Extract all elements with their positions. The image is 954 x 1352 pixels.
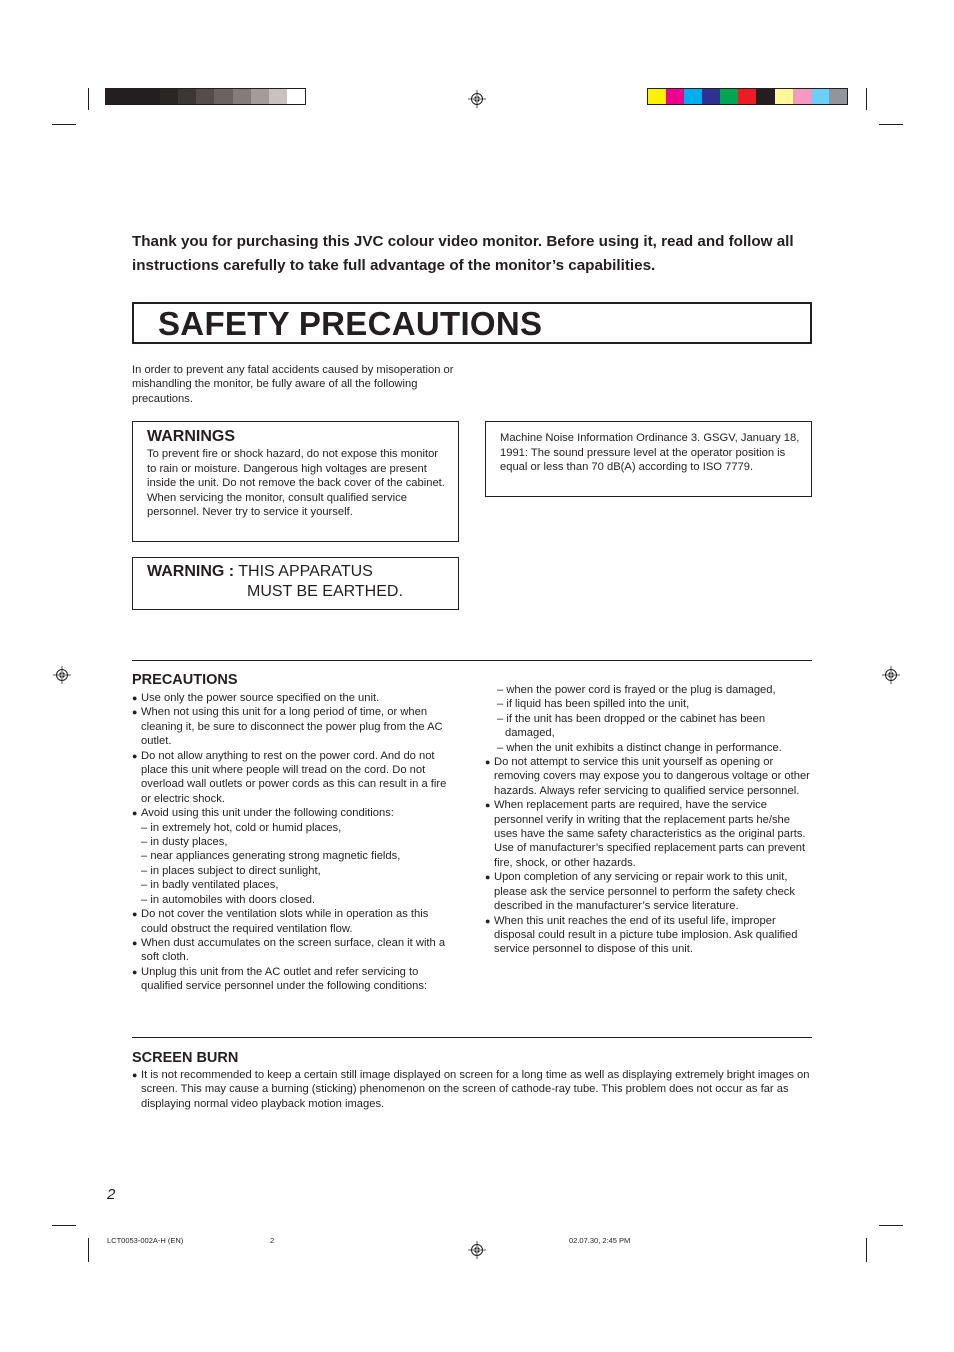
warnings-text: To prevent fire or shock hazard, do not expose this monitor to rain or moisture. Dangerous high voltages are present inside the unit. Do not remove the back cover of the cabinet. When servicing the monitor, consult qualified service personnel. Never try to service it yourself. xyxy=(147,448,445,518)
color-swatch xyxy=(251,89,269,104)
intro-text: Thank you for purchasing this JVC colour video monitor. Before using it, read and follow all instructions carefully to take full advantage of the monitor’s capabilities. xyxy=(132,233,794,274)
color-swatch xyxy=(106,89,124,104)
crop-mark xyxy=(879,1225,903,1226)
condition-item: – in badly ventilated places, xyxy=(141,879,279,892)
section-divider xyxy=(132,660,812,661)
color-swatch xyxy=(756,89,774,104)
color-swatch xyxy=(196,89,214,104)
list-item: ● Do not allow anything to rest on the power cord. And do not place this unit where people will tread on the cord. Do not overload wall outlets or power cords as this can result in a fire or electric shock. xyxy=(132,749,447,805)
warnings-heading: WARNINGS xyxy=(147,428,235,445)
color-swatch xyxy=(124,89,142,104)
registration-mark-icon xyxy=(53,666,71,684)
color-swatch xyxy=(793,89,811,104)
list-item: ● Unplug this unit from the AC outlet and refer servicing to qualified service personnel under the following conditions: xyxy=(132,965,428,993)
list-item: ● It is not recommended to keep a certain still image displayed on screen for a long time as well as displaying extremely bright images on screen. This may cause a burning (sticking) phenomenon on the screen of cathode-ray tube. This problem does not occur as far as displaying normal video playback motion images. xyxy=(132,1069,810,1110)
color-swatch xyxy=(269,89,287,104)
crop-mark xyxy=(88,1238,89,1262)
bullet-icon: ● xyxy=(132,937,138,948)
crop-mark xyxy=(866,88,867,110)
registration-mark-icon xyxy=(468,1241,486,1259)
earth-warning-label: WARNING : xyxy=(147,563,235,580)
noise-info-box xyxy=(485,421,812,497)
bullet-icon: ● xyxy=(485,800,491,811)
list-item: ● When not using this unit for a long period of time, or when cleaning it, be sure to disconnect the power plug from the AC outlet. xyxy=(132,706,443,748)
crop-mark xyxy=(52,1225,76,1226)
color-swatch xyxy=(178,89,196,104)
list-item: ● Avoid using this unit under the following conditions: xyxy=(132,807,394,820)
earth-warning-line2: MUST BE EARTHED. xyxy=(247,583,403,600)
bullet-icon: ● xyxy=(132,750,138,761)
noise-info-text: Machine Noise Information Ordinance 3. GSGV, January 18, 1991: The sound pressure level at the operator position is equal or less than 70 dB(A) according to ISO 7779. xyxy=(500,432,800,473)
screen-burn-heading: SCREEN BURN xyxy=(132,1050,239,1066)
earth-warning-text1: THIS APPARATUS xyxy=(238,563,373,580)
list-item: ● When replacement parts are required, have the service personnel verify in writing that the replacement parts he/she uses have the same safety characteristics as the original parts. Use of manufacturer’s specified replacement parts can prevent fire, shock, or other hazards. xyxy=(485,799,806,869)
page-number: 2 xyxy=(107,1186,116,1203)
color-swatch xyxy=(738,89,756,104)
grayscale-color-bar xyxy=(105,88,306,105)
lead-paragraph: In order to prevent any fatal accidents caused by misoperation or mishandling the monitor, be fully aware of all the following precautions. xyxy=(132,364,454,405)
color-swatch xyxy=(684,89,702,104)
bullet-icon: ● xyxy=(485,872,491,883)
registration-mark-icon xyxy=(468,90,486,108)
bullet-icon: ● xyxy=(132,1070,138,1080)
precautions-right-column xyxy=(485,683,815,957)
list-item: ● Use only the power source specified on the unit. xyxy=(132,692,380,704)
list-item: ● When dust accumulates on the screen surface, clean it with a soft cloth. xyxy=(132,936,446,964)
crop-mark xyxy=(879,124,903,125)
list-item: ● Do not attempt to service this unit yourself as opening or removing covers may expose you to dangerous voltage or other hazards. Always refer servicing to qualified service personnel. xyxy=(485,756,810,797)
precautions-heading: PRECAUTIONS xyxy=(132,672,238,688)
color-swatch xyxy=(214,89,232,104)
crop-mark xyxy=(866,1238,867,1262)
condition-item: – in extremely hot, cold or humid places, xyxy=(141,821,342,834)
color-swatch xyxy=(160,89,178,104)
footer-page: 2 xyxy=(270,1236,275,1245)
title-box xyxy=(132,302,812,344)
bullet-icon: ● xyxy=(132,707,138,718)
crop-mark xyxy=(52,124,76,125)
footer-code: LCT0053-002A-H (EN) xyxy=(107,1236,184,1245)
condition-item: – in automobiles with doors closed. xyxy=(141,893,316,906)
color-swatch xyxy=(775,89,793,104)
color-swatch xyxy=(720,89,738,104)
color-swatch xyxy=(233,89,251,104)
color-swatch xyxy=(702,89,720,104)
condition-item: – in places subject to direct sunlight, xyxy=(141,864,321,877)
list-item: ● Upon completion of any servicing or repair work to this unit, please ask the service personnel to perform the safety check described in the manufacturer’s service literature. xyxy=(485,871,795,913)
bullet-icon: ● xyxy=(132,808,138,819)
bullet-icon: ● xyxy=(132,693,138,703)
earth-warning-box xyxy=(132,557,459,610)
section-divider xyxy=(132,1037,812,1038)
earth-warning-line1 xyxy=(147,563,373,581)
service-condition-item: – if the unit has been dropped or the cabinet has been xyxy=(497,712,766,725)
warnings-box xyxy=(132,421,459,542)
color-swatch xyxy=(829,89,847,104)
screen-burn-body xyxy=(132,1068,812,1111)
bullet-icon: ● xyxy=(485,757,491,768)
color-swatch xyxy=(287,89,305,104)
condition-item: – near appliances generating strong magnetic fields, xyxy=(141,850,401,863)
list-item: ● When this unit reaches the end of its useful life, improper disposal could result in a picture tube implosion. Ask qualified service personnel to dispose of this unit. xyxy=(485,914,798,956)
color-swatch xyxy=(648,89,666,104)
service-condition-item: damaged, xyxy=(505,727,555,740)
service-condition-item: – when the unit exhibits a distinct change in performance. xyxy=(497,741,782,754)
condition-item: – in dusty places, xyxy=(141,836,228,849)
registration-mark-icon xyxy=(882,666,900,684)
color-swatch xyxy=(666,89,684,104)
service-condition-item: – if liquid has been spilled into the unit, xyxy=(497,698,690,711)
bullet-icon: ● xyxy=(132,909,138,920)
page-title: SAFETY PRECAUTIONS xyxy=(158,305,543,342)
crop-mark xyxy=(88,88,89,110)
bullet-icon: ● xyxy=(132,966,138,977)
process-color-bar xyxy=(647,88,848,105)
service-condition-item: – when the power cord is frayed or the plug is damaged, xyxy=(497,684,776,696)
color-swatch xyxy=(811,89,829,104)
color-swatch xyxy=(142,89,160,104)
bullet-icon: ● xyxy=(485,915,491,926)
footer-timestamp: 02.07.30, 2:45 PM xyxy=(569,1236,631,1245)
list-item: ● Do not cover the ventilation slots while in operation as this could obstruct the required ventilation flow. xyxy=(132,908,429,935)
precautions-left-column xyxy=(132,691,457,994)
